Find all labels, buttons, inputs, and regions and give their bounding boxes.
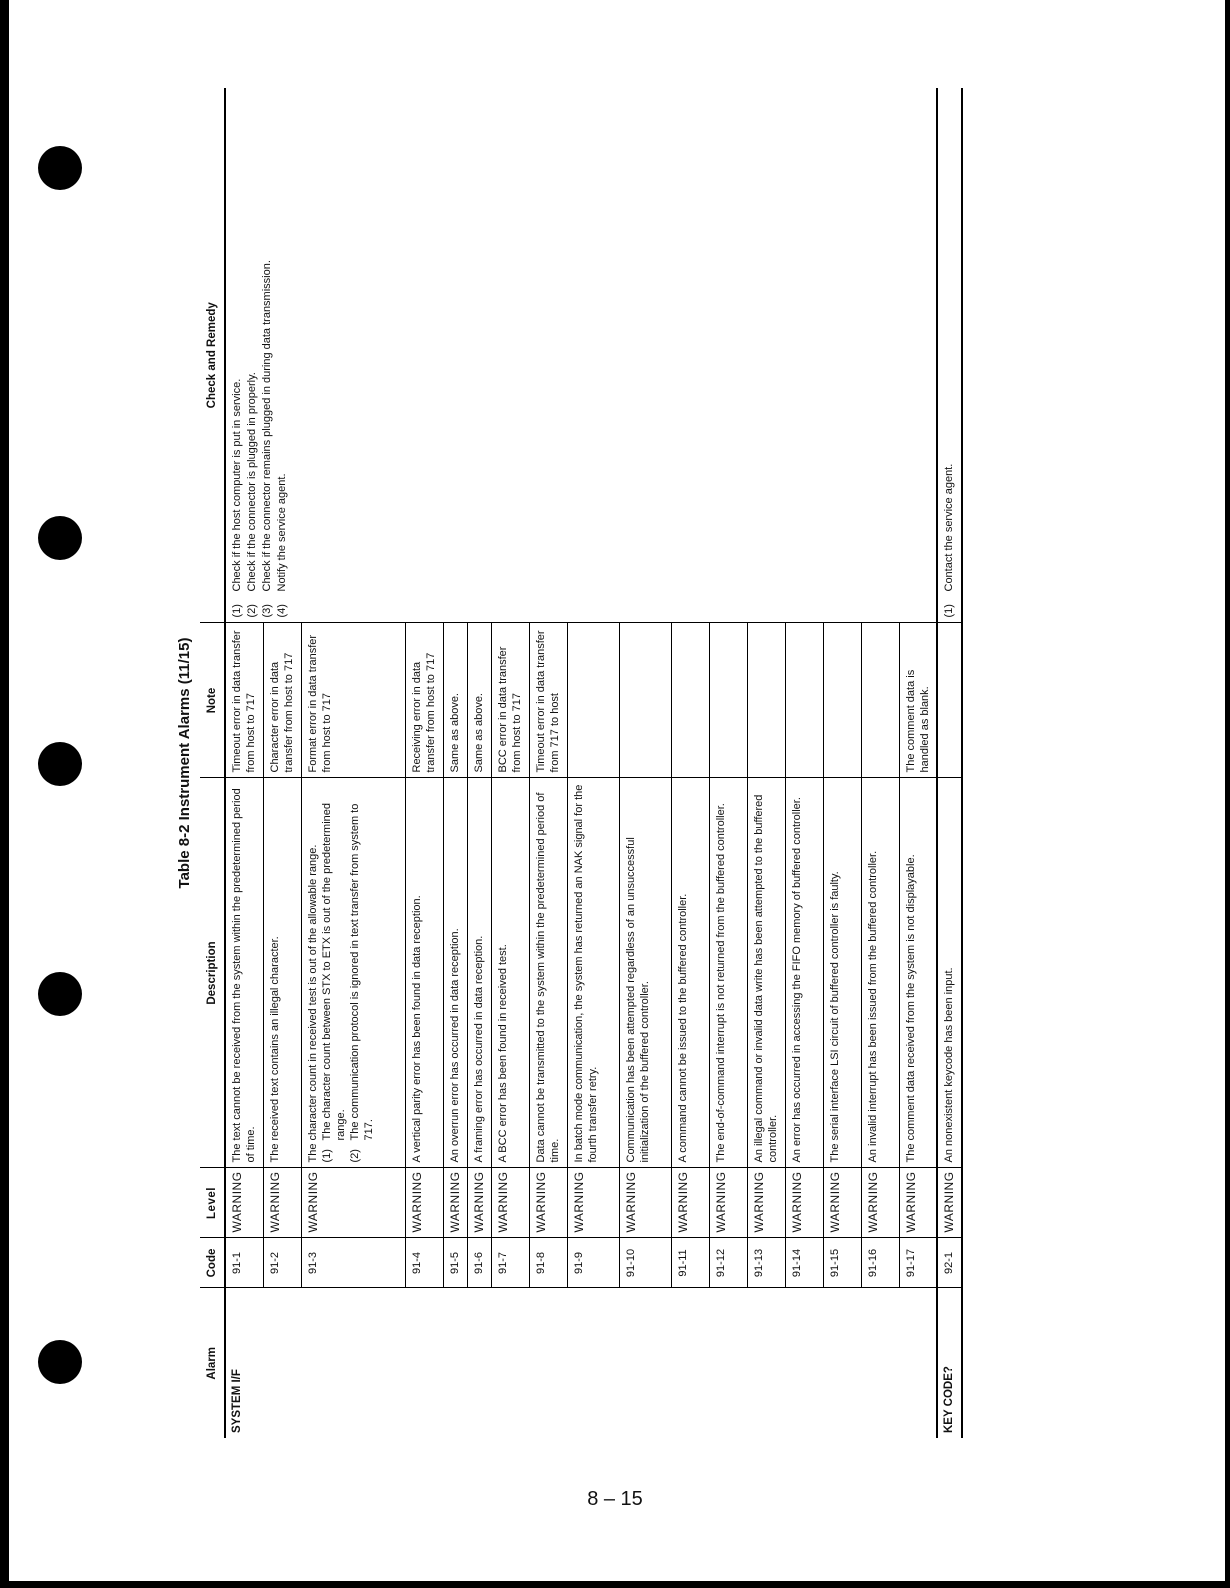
alarm-code: 91-3: [301, 1238, 405, 1288]
alarm-code: 91-12: [709, 1238, 747, 1288]
alarm-code: 91-5: [443, 1238, 467, 1288]
alarm-note: Same as above.: [467, 623, 491, 778]
alarm-level: WARNING: [671, 1168, 709, 1238]
alarm-note: [823, 623, 861, 778]
alarm-description: The end-of-command interrupt is not returned from the buffered controller.: [709, 778, 747, 1168]
alarm-level: WARNING: [861, 1168, 899, 1238]
alarm-note: [937, 623, 962, 778]
alarm-code: 91-9: [567, 1238, 619, 1288]
alarm-level: WARNING: [937, 1168, 962, 1238]
alarm-code: 91-15: [823, 1238, 861, 1288]
alarm-description: The comment data received from the system is not displayable.: [899, 778, 937, 1168]
alarm-level: WARNING: [467, 1168, 491, 1238]
binder-hole: [38, 972, 82, 1016]
alarm-level: WARNING: [529, 1168, 567, 1238]
alarm-code: 91-6: [467, 1238, 491, 1288]
alarm-level: WARNING: [619, 1168, 671, 1238]
rotated-table-area: [170, 88, 1040, 1438]
alarm-description: The text cannot be received from the system within the predetermined period of time.: [225, 778, 263, 1168]
check-remedy-list: [937, 88, 962, 623]
alarm-description: A command cannot be issued to the buffered controller.: [671, 778, 709, 1168]
alarm-note: BCC error in data transfer from host to 717: [491, 623, 529, 778]
alarm-description: The character count in received test is out of the allowable range. (1) The character count between STX to ETX is out of the predetermined range. (2) The communication protocol is ignored in text transfer from system to 717.: [301, 778, 405, 1168]
alarm-description: An error has occurred in accessing the FIFO memory of buffered controller.: [785, 778, 823, 1168]
alarm-description: Data cannot be transmitted to the system within the predetermined period of time.: [529, 778, 567, 1168]
alarm-name: KEY CODE?: [937, 1288, 962, 1438]
alarm-code: 91-1: [225, 1238, 263, 1288]
binder-hole: [38, 516, 82, 560]
header-level: Level: [200, 1168, 225, 1238]
alarm-level: WARNING: [405, 1168, 443, 1238]
check-item: (3) Check if the connector remains plugged in during data transmission.: [261, 260, 273, 618]
alarm-level: WARNING: [225, 1168, 263, 1238]
check-item: (2) Check if the connector is plugged in properly.: [246, 372, 258, 618]
alarm-description: In batch mode communication, the system has returned an NAK signal for the fourth transfer retry.: [567, 778, 619, 1168]
alarm-note: Character error in data transfer from host to 717: [263, 623, 301, 778]
alarm-description: The serial interface LSI circuit of buffered controller is faulty.: [823, 778, 861, 1168]
header-note: Note: [200, 623, 225, 778]
page-number: 8 – 15: [587, 1488, 643, 1510]
alarm-note: [567, 623, 619, 778]
table-header-row: [200, 88, 225, 1438]
alarm-level: WARNING: [709, 1168, 747, 1238]
alarm-code: 91-2: [263, 1238, 301, 1288]
alarm-level: WARNING: [263, 1168, 301, 1238]
table-title: Table 8-2 Instrument Alarms (11/15): [176, 637, 193, 889]
alarm-level: WARNING: [899, 1168, 937, 1238]
alarms-table: [200, 88, 963, 1438]
check-remedy-list: [225, 88, 937, 623]
alarm-code: 91-17: [899, 1238, 937, 1288]
alarm-code: 92-1: [937, 1238, 962, 1288]
alarm-code: 91-7: [491, 1238, 529, 1288]
table-row: [937, 88, 962, 1438]
alarm-level: WARNING: [567, 1168, 619, 1238]
binder-hole: [38, 742, 82, 786]
alarm-description: Communication has been attempted regardless of an unsuccessful initialization of the buffered controller.: [619, 778, 671, 1168]
alarm-level: WARNING: [491, 1168, 529, 1238]
binder-hole: [38, 146, 82, 190]
binder-hole: [38, 1340, 82, 1384]
alarm-level: WARNING: [301, 1168, 405, 1238]
scan-border-bottom: [0, 1581, 1230, 1588]
alarm-description: An illegal command or invalid data write has been attempted to the buffered controller.: [747, 778, 785, 1168]
alarm-note: [709, 623, 747, 778]
check-item: (1) Check if the host computer is put in service.: [231, 378, 243, 618]
alarm-level: WARNING: [785, 1168, 823, 1238]
alarm-note: Format error in data transfer from host to 717: [301, 623, 405, 778]
header-description: Description: [200, 778, 225, 1168]
alarm-note: [861, 623, 899, 778]
alarm-description: An invalid interrupt has been issued from the buffered controller.: [861, 778, 899, 1168]
table-row: [225, 88, 263, 1438]
alarm-description: The received text contains an illegal character.: [263, 778, 301, 1168]
alarm-note: Same as above.: [443, 623, 467, 778]
alarm-name: SYSTEM I/F: [225, 1288, 937, 1438]
check-item: (4) Notify the service agent.: [276, 473, 288, 618]
alarm-code: 91-4: [405, 1238, 443, 1288]
alarm-code: 91-8: [529, 1238, 567, 1288]
scan-border-right: [1225, 0, 1230, 1588]
alarm-description: An nonexistent keycode has been input.: [937, 778, 962, 1168]
alarm-note: [785, 623, 823, 778]
alarm-description: An overrun error has occurred in data reception.: [443, 778, 467, 1168]
alarm-code: 91-10: [619, 1238, 671, 1288]
header-code: Code: [200, 1238, 225, 1288]
alarm-note: Timeout error in data transfer from 717 to host: [529, 623, 567, 778]
alarm-description: A BCC error has been found in received test.: [491, 778, 529, 1168]
alarm-description: A framing error has occurred in data reception.: [467, 778, 491, 1168]
alarm-code: 91-16: [861, 1238, 899, 1288]
alarm-note: The comment data is handled as blank.: [899, 623, 937, 778]
alarm-code: 91-14: [785, 1238, 823, 1288]
alarm-code: 91-11: [671, 1238, 709, 1288]
alarm-note: Receiving error in data transfer from host to 717: [405, 623, 443, 778]
check-item: (1) Contact the service agent.: [943, 463, 955, 618]
alarm-code: 91-13: [747, 1238, 785, 1288]
alarm-level: WARNING: [823, 1168, 861, 1238]
alarm-note: [671, 623, 709, 778]
scan-border-left: [0, 0, 9, 1588]
header-check-remedy: Check and Remedy: [200, 88, 225, 623]
alarm-level: WARNING: [747, 1168, 785, 1238]
alarm-level: WARNING: [443, 1168, 467, 1238]
header-alarm: Alarm: [200, 1288, 225, 1438]
alarm-note: [619, 623, 671, 778]
alarm-note: [747, 623, 785, 778]
alarm-description: A vertical parity error has been found in data reception.: [405, 778, 443, 1168]
alarm-note: Timeout error in data transfer from host to 717: [225, 623, 263, 778]
